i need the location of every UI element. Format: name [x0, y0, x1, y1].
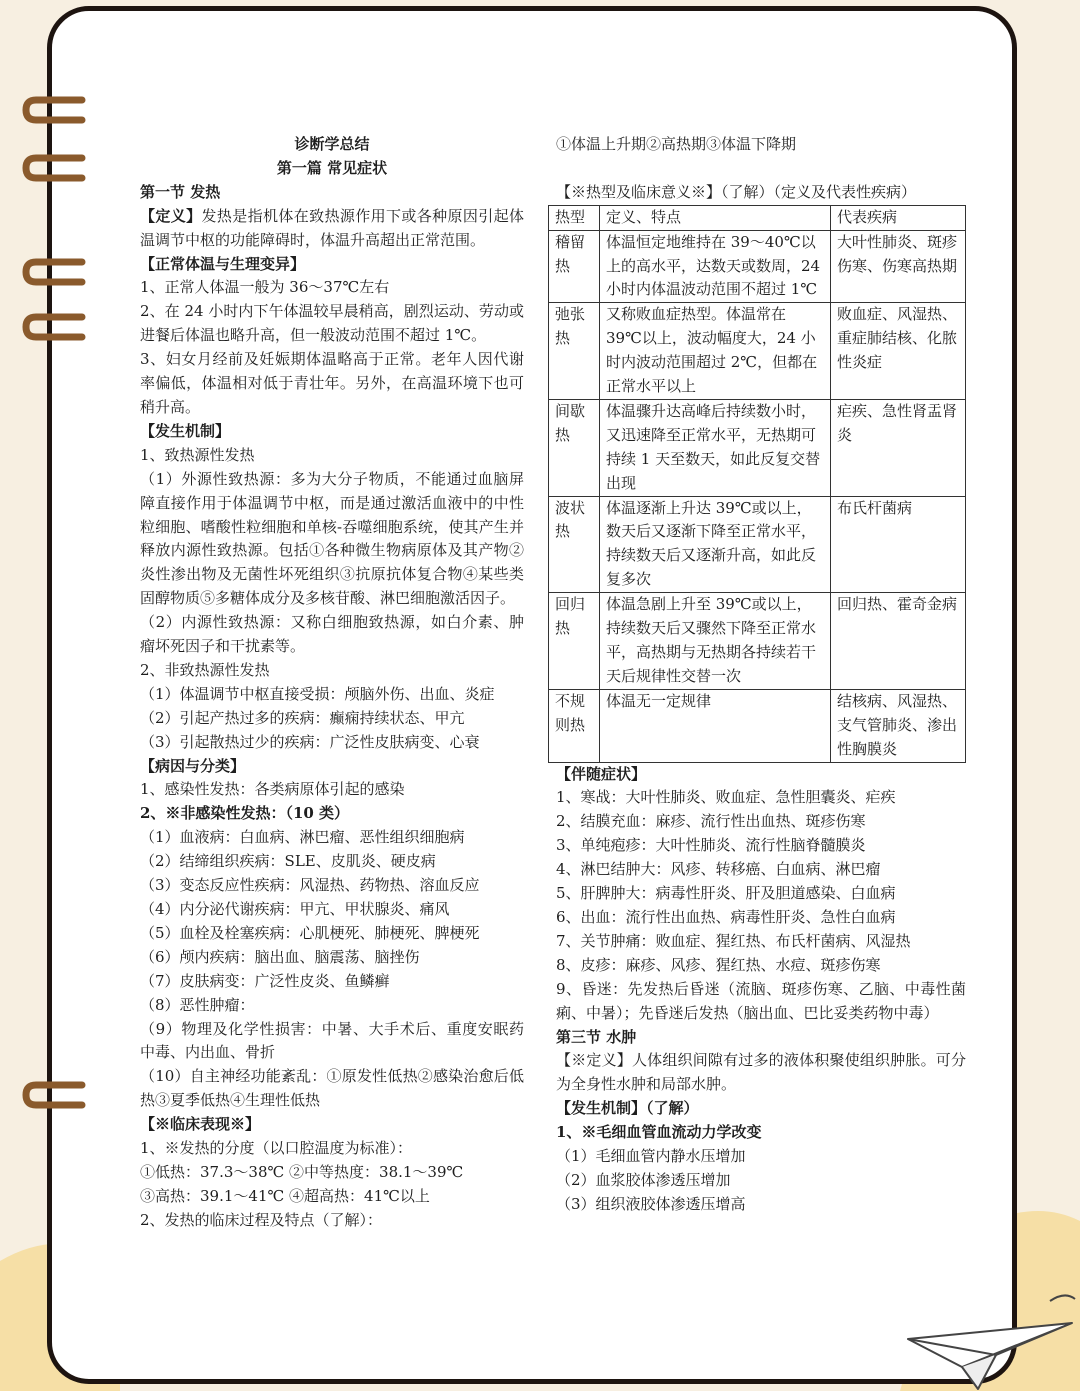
list-item: 4、淋巴结肿大：风疹、转移癌、白血病、淋巴瘤	[556, 860, 881, 879]
table-cell: 体温无一定规律	[600, 689, 831, 762]
table-row	[549, 593, 966, 690]
list-item: （6）颅内疾病：脑出血、脑震荡、脑挫伤	[140, 947, 420, 966]
table-cell: 体温急剧上升至 39℃或以上，持续数天后又骤然下降至正常水平，高热期与无热期各持续若干天后规律性交替一次	[600, 593, 831, 690]
document-title: 诊断学总结	[294, 135, 370, 153]
table-cell: 布氏杆菌病	[831, 496, 966, 593]
list-item: 8、皮疹：麻疹、风疹、猩红热、水痘、斑疹伤寒	[556, 955, 881, 974]
subsection-heading: 【病因与分类】	[140, 756, 246, 775]
list-item: （1）血液病：白血病、淋巴瘤、恶性组织细胞病	[140, 828, 465, 847]
list-item: （3）变态反应性疾病：风湿热、药物热、溶血反应	[140, 876, 480, 895]
binder-ring-icon	[22, 154, 88, 182]
document-subtitle: 第一篇 常见症状	[276, 158, 388, 177]
list-item: （10）自主神经功能紊乱：①原发性低热②感染治愈后低热③夏季低热④生理性低热	[140, 1067, 524, 1110]
list-item: （3）组织液胶体渗透压增高	[556, 1194, 746, 1213]
table-row	[549, 230, 966, 303]
list-item: 5、肝脾肿大：病毒性肝炎、肝及胆道感染、白血病	[556, 884, 896, 903]
table-cell: 不规则热	[549, 689, 600, 762]
list-item: 1、致热源性发热	[140, 445, 255, 464]
binder-ring-icon	[22, 258, 88, 286]
list-item: （5）血栓及栓塞疾病：心肌梗死、肺梗死、脾梗死	[140, 923, 480, 942]
list-item: ①低热：37.3～38℃ ②中等热度：38.1～39℃	[140, 1162, 464, 1181]
binder-ring-icon	[22, 313, 88, 341]
list-item: 1、正常人体温一般为 36～37℃左右	[140, 278, 390, 297]
table-header-cell: 热型	[549, 205, 600, 230]
list-item: 1、※毛细血管血流动力学改变	[556, 1123, 762, 1142]
definition-paragraph: 【定义】发热是指机体在致热源作用下或各种原因引起体温调节中枢的功能障碍时，体温升高超出正常范围。	[140, 206, 524, 249]
table-cell: 回归热、霍奇金病	[831, 593, 966, 690]
list-item: 2、※非感染性发热：（10 类）	[140, 804, 350, 823]
list-item: （2）引起产热过多的疾病：癫痫持续状态、甲亢	[140, 708, 465, 727]
table-header-cell: 定义、特点	[600, 205, 831, 230]
spacer	[556, 157, 966, 181]
table-row	[549, 496, 966, 593]
table-row	[549, 689, 966, 762]
list-item: 1、※发热的分度（以口腔温度为标准）：	[140, 1139, 413, 1158]
definition-paragraph: 【※定义】人体组织间隙有过多的液体积聚使组织肿胀。可分为全身性水肿和局部水肿。	[556, 1051, 966, 1094]
fever-type-table	[548, 205, 966, 763]
table-row	[549, 303, 966, 400]
table-header-row	[549, 205, 966, 230]
subsection-heading: 【伴随症状】	[556, 764, 647, 783]
table-cell: 大叶性肺炎、斑疹伤寒、伤寒高热期	[831, 230, 966, 303]
table-row	[549, 399, 966, 496]
table-cell: 波状热	[549, 496, 600, 593]
table-cell: 疟疾、急性肾盂肾炎	[831, 399, 966, 496]
paper-plane-icon	[900, 1271, 1080, 1391]
section-heading: 第一节 发热	[140, 182, 221, 201]
table-cell: 结核病、风湿热、支气管肺炎、渗出性胸膜炎	[831, 689, 966, 762]
list-item: （1）体温调节中枢直接受损：颅脑外伤、出血、炎症	[140, 684, 495, 703]
list-item: （1）外源性致热源：多为大分子物质，不能通过血脑屏障直接作用于体温调节中枢，而是通过激活血液中的中性粒细胞、嗜酸性粒细胞和单核-吞噬细胞系统，使其产生并释放内源性致热源。包括①各种微生物病原体及其产物②炎性渗出物及无菌性坏死组织③抗原抗体复合物④某些类固醇物质⑤多糖体成分及多核苷酸、淋巴细胞激活因子。	[140, 469, 524, 608]
list-item: ③高热：39.1～41℃ ④超高热：41℃以上	[140, 1186, 430, 1205]
list-item: 7、关节肿痛：败血症、猩红热、布氏杆菌病、风湿热	[556, 931, 911, 950]
binder-ring-icon	[22, 96, 88, 124]
list-item: 2、非致热源性发热	[140, 660, 270, 679]
list-item: 3、单纯疱疹：大叶性肺炎、流行性脑脊髓膜炎	[556, 836, 866, 855]
list-item: 6、出血：流行性出血热、病毒性肝炎、急性白血病	[556, 907, 896, 926]
list-item: 2、发热的临床过程及特点（了解）：	[140, 1210, 383, 1229]
list-item: （2）内源性致热源：又称白细胞致热源，如白介素、肿瘤坏死因子和干扰素等。	[140, 613, 524, 656]
table-cell: 回归热	[549, 593, 600, 690]
list-item: （2）结缔组织疾病：SLE、皮肌炎、硬皮病	[140, 852, 436, 871]
table-cell: 间歇热	[549, 399, 600, 496]
list-item: （1）毛细血管内静水压增加	[556, 1147, 746, 1166]
binder-ring-icon	[22, 1081, 88, 1109]
table-cell: 稽留热	[549, 230, 600, 303]
list-item: （7）皮肤病变：广泛性皮炎、鱼鳞癣	[140, 971, 390, 990]
right-column	[556, 133, 966, 1217]
subsection-heading: 【发生机制】	[140, 421, 231, 440]
list-item: （9）物理及化学性损害：中暑、大手术后、重度安眠药中毒、内出血、骨折	[140, 1019, 524, 1062]
list-item: （3）引起散热过少的疾病：广泛性皮肤病变、心衰	[140, 732, 480, 751]
subsection-heading: 【※临床表现※】	[140, 1115, 261, 1134]
fever-stages: ①体温上升期②高热期③体温下降期	[556, 135, 797, 153]
table-header-cell: 代表疾病	[831, 205, 966, 230]
list-item: 1、感染性发热：各类病原体引起的感染	[140, 780, 405, 799]
list-item: 9、昏迷：先发热后昏迷（流脑、斑疹伤寒、乙脑、中毒性菌痢、中暑）；先昏迷后发热（脑出血、巴比妥类药物中毒）	[556, 979, 966, 1022]
table-cell: 又称败血症热型。体温常在 39℃以上，波动幅度大，24 小时内波动范围超过 2℃，但都在正常水平以上	[600, 303, 831, 400]
table-cell: 弛张热	[549, 303, 600, 400]
list-item: 3、妇女月经前及妊娠期体温略高于正常。老年人因代谢率偏低，体温相对低于青壮年。另外，在高温环境下也可稍升高。	[140, 350, 524, 416]
list-item: 1、寒战：大叶性肺炎、败血症、急性胆囊炎、疟疾	[556, 788, 896, 807]
table-cell: 体温恒定地维持在 39～40℃以上的高水平，达数天或数周，24 小时内体温波动范围不超过 1℃	[600, 230, 831, 303]
list-item: 2、在 24 小时内下午体温较早晨稍高，剧烈运动、劳动或进餐后体温也略升高，但一般波动范围不超过 1℃。	[140, 302, 524, 345]
section-heading: 第三节 水肿	[556, 1027, 637, 1046]
table-cell: 体温骤升达高峰后持续数小时，又迅速降至正常水平，无热期可持续 1 天至数天，如此反复交替出现	[600, 399, 831, 496]
list-item: （4）内分泌代谢疾病：甲亢、甲状腺炎、痛风	[140, 900, 450, 918]
list-item: （2）血浆胶体渗透压增加	[556, 1170, 731, 1189]
left-column	[140, 133, 524, 1233]
table-cell: 败血症、风湿热、重症肺结核、化脓性炎症	[831, 303, 966, 400]
list-item: 2、结膜充血：麻疹、流行性出血热、斑疹伤寒	[556, 812, 866, 831]
table-heading: 【※热型及临床意义※】（了解）（定义及代表性疾病）	[556, 182, 917, 201]
table-cell: 体温逐渐上升达 39℃或以上，数天后又逐渐下降至正常水平，持续数天后又逐渐升高，如此反复多次	[600, 496, 831, 593]
subsection-heading: 【发生机制】（了解）	[556, 1099, 699, 1118]
subsection-heading: 【正常体温与生理变异】	[140, 254, 306, 273]
list-item: （8）恶性肿瘤：	[140, 995, 255, 1014]
